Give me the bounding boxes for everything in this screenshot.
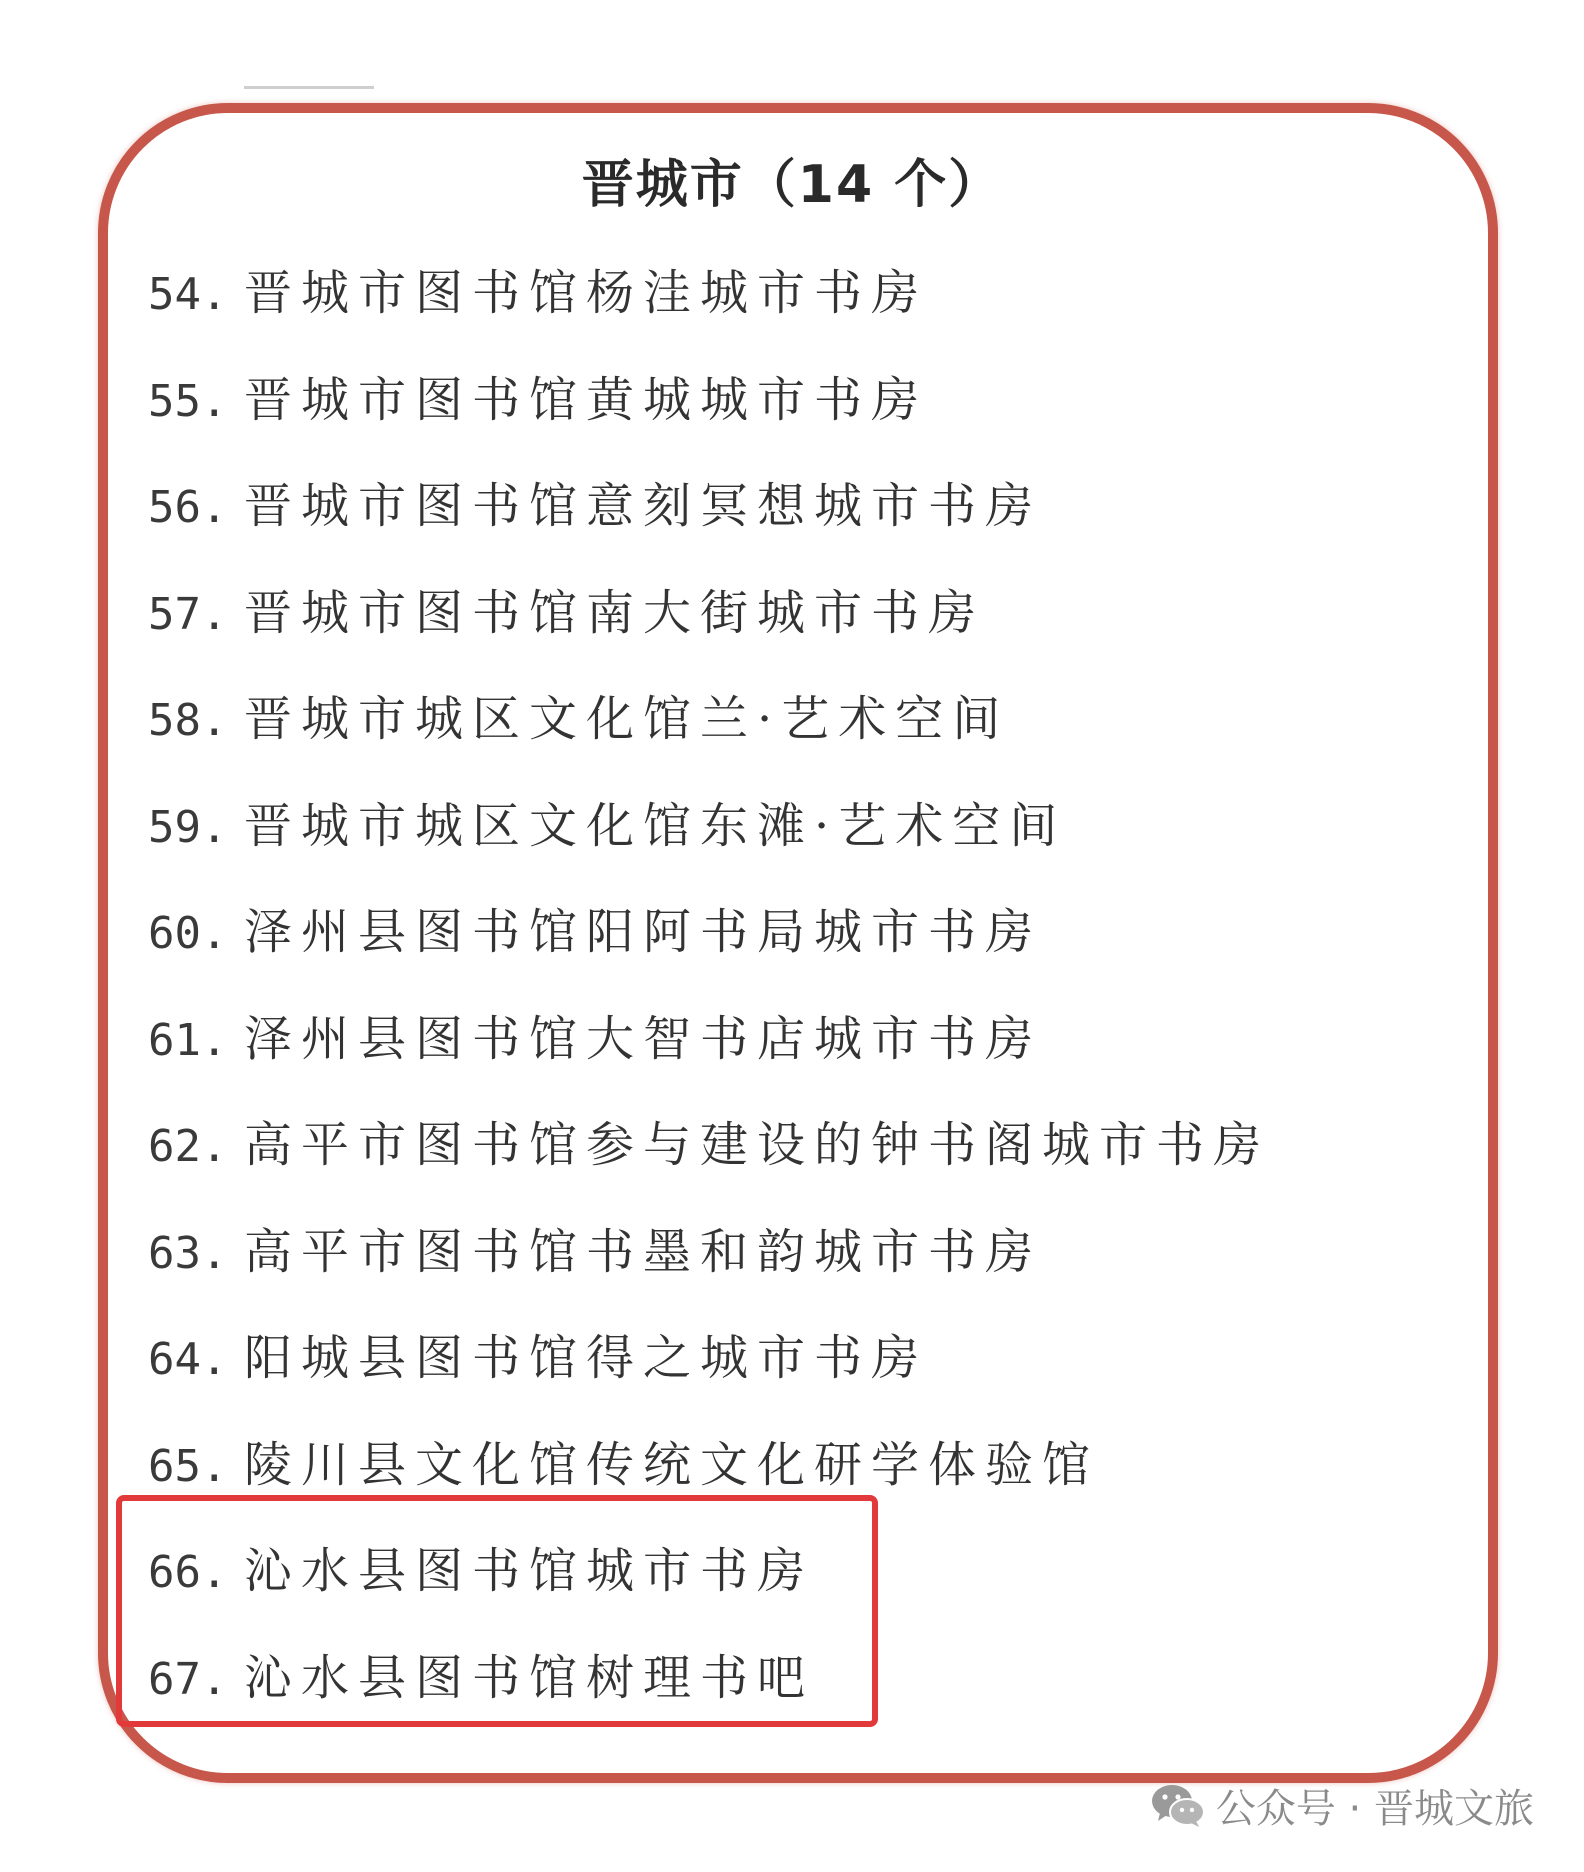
item-name: 晋城市图书馆南大街城市书房 xyxy=(244,584,986,641)
item-name: 泽州县图书馆阳阿书局城市书房 xyxy=(244,904,1043,960)
page-edge-mark xyxy=(244,86,374,89)
item-number: 54. xyxy=(148,269,228,320)
list-item xyxy=(148,1199,1270,1306)
list-item xyxy=(148,453,1270,560)
item-name: 晋城市图书馆黄城城市书房 xyxy=(244,371,929,428)
list-item xyxy=(148,1092,1270,1199)
item-number: 58. xyxy=(148,695,228,746)
item-name: 晋城市城区文化馆兰·艺术空间 xyxy=(244,691,1010,747)
item-name: 晋城市城区文化馆东滩·艺术空间 xyxy=(244,797,1067,854)
list-item xyxy=(148,560,1270,667)
item-name: 沁水县图书馆树理书吧 xyxy=(244,1649,815,1706)
wechat-icon xyxy=(1150,1783,1206,1829)
watermark xyxy=(1150,1777,1534,1834)
item-number: 64. xyxy=(148,1334,228,1385)
item-number: 67. xyxy=(148,1653,228,1705)
list-item xyxy=(148,240,1270,347)
list-item xyxy=(148,773,1270,880)
item-name: 晋城市图书馆杨洼城市书房 xyxy=(244,265,929,321)
item-number: 56. xyxy=(148,482,228,533)
item-number: 62. xyxy=(148,1121,228,1172)
list-item xyxy=(148,666,1270,773)
item-name: 阳城县图书馆得之城市书房 xyxy=(244,1330,929,1386)
item-name: 高平市图书馆书墨和韵城市书房 xyxy=(244,1223,1043,1280)
item-number: 65. xyxy=(148,1440,228,1492)
watermark-text: 公众号 · 晋城文旅 xyxy=(1215,1786,1534,1832)
list-item xyxy=(148,1305,1270,1412)
item-number: 63. xyxy=(148,1227,228,1279)
item-name: 沁水县图书馆城市书房 xyxy=(244,1543,815,1599)
highlight-box xyxy=(116,1495,878,1727)
item-number: 57. xyxy=(148,588,228,640)
item-number: 59. xyxy=(148,801,228,853)
item-name: 高平市图书馆参与建设的钟书阁城市书房 xyxy=(244,1117,1271,1173)
item-number: 60. xyxy=(148,908,228,959)
list-item xyxy=(148,879,1270,986)
item-number: 66. xyxy=(148,1547,228,1598)
item-name: 泽州县图书馆大智书店城市书房 xyxy=(244,1010,1043,1067)
item-name: 晋城市图书馆意刻冥想城市书房 xyxy=(244,478,1043,534)
page-title: 晋城市（14 个） xyxy=(581,155,1003,215)
item-number: 55. xyxy=(148,375,228,427)
list-item xyxy=(148,986,1270,1093)
item-number: 61. xyxy=(148,1014,228,1066)
item-name: 陵川县文化馆传统文化研学体验馆 xyxy=(244,1436,1100,1493)
list-item xyxy=(148,347,1270,454)
